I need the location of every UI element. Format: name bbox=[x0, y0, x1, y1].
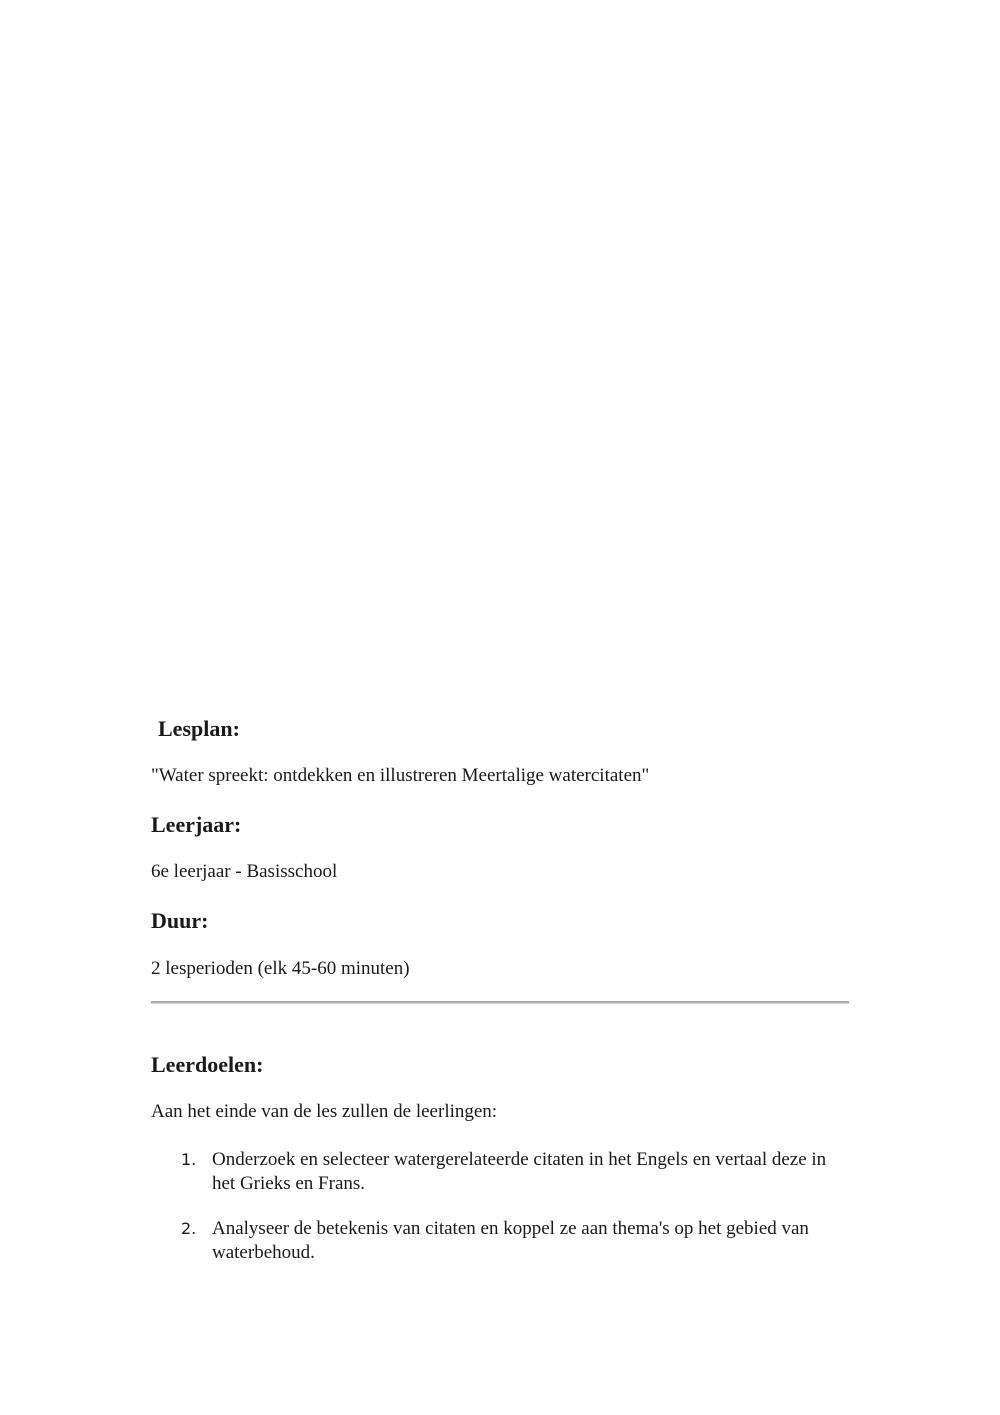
lesson-plan-title: "Water spreekt: ontdekken en illustreren Meertalige watercitaten" bbox=[151, 765, 650, 786]
list-item-number: 1. bbox=[181, 1150, 197, 1169]
duration-value: 2 lesperioden (elk 45-60 minuten) bbox=[151, 958, 410, 979]
grade-value: 6e leerjaar - Basisschool bbox=[151, 861, 338, 882]
list-item-text: Analyseer de betekenis van citaten en koppel ze aan thema's op het gebied van waterbehoud. bbox=[212, 1218, 809, 1263]
section-divider bbox=[151, 1001, 849, 1004]
objectives-heading: Leerdoelen: bbox=[151, 1052, 264, 1077]
objectives-intro: Aan het einde van de les zullen de leerlingen: bbox=[151, 1101, 498, 1122]
duration-heading: Duur: bbox=[151, 908, 209, 933]
lesson-plan-heading: Lesplan: bbox=[158, 716, 240, 741]
grade-heading: Leerjaar: bbox=[151, 812, 242, 837]
list-item-text: Onderzoek en selecteer watergerelateerde citaten in het Engels en vertaal deze in het Grieks en Frans. bbox=[212, 1149, 827, 1194]
list-item-number: 2. bbox=[181, 1219, 197, 1238]
